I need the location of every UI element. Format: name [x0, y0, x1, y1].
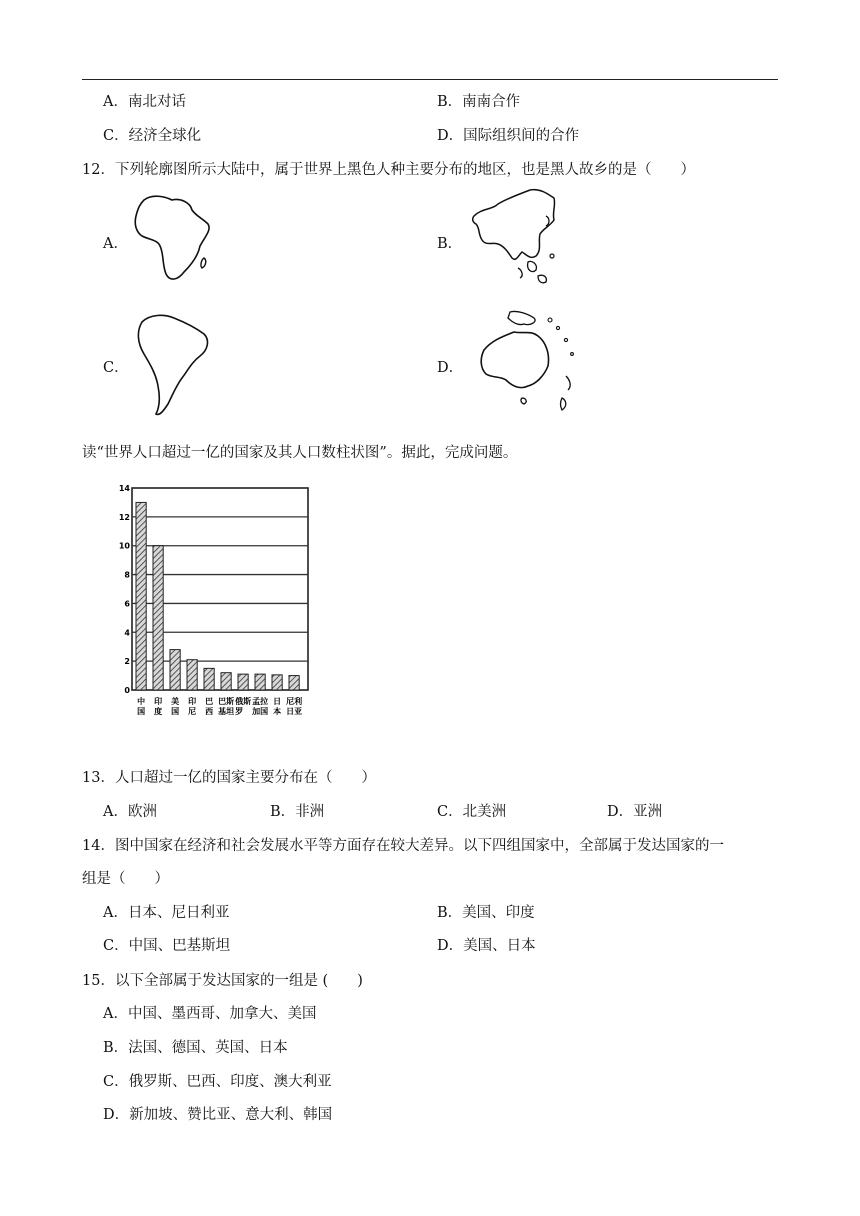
- q14-option-a[interactable]: A．日本、尼日利亚: [103, 905, 230, 921]
- x-category-label: 俄罗斯: [235, 697, 252, 716]
- header-rule: [82, 79, 778, 80]
- x-category-label: 孟加拉国: [252, 697, 269, 716]
- bar-7: [238, 674, 248, 690]
- q13-option-b[interactable]: B．非洲: [270, 804, 325, 820]
- y-tick-label: 0: [124, 686, 130, 695]
- q14-option-d[interactable]: D．美国、日本: [437, 938, 536, 954]
- q13-option-c[interactable]: C．北美洲: [437, 804, 507, 820]
- q13-option-d[interactable]: D．亚洲: [607, 804, 663, 820]
- q14-stem-line2: 组是（ ）: [82, 871, 169, 887]
- q11-option-b[interactable]: B．南南合作: [437, 94, 521, 110]
- q12-option-a[interactable]: A．: [103, 236, 128, 252]
- y-tick-label: 8: [124, 570, 130, 580]
- population-bar-chart: [118, 480, 326, 746]
- q11-option-d[interactable]: D．国际组织间的合作: [437, 128, 580, 144]
- south-america-outline-map: [130, 310, 214, 420]
- y-tick-label: 14: [118, 484, 130, 493]
- bar-3: [170, 650, 180, 690]
- q15-option-a[interactable]: A．中国、墨西哥、加拿大、美国: [103, 1006, 317, 1022]
- q13-option-a[interactable]: A．欧洲: [103, 804, 157, 820]
- bar-2: [153, 546, 163, 690]
- africa-outline-map: [130, 190, 220, 286]
- reading-instruction: 读“世界人口超过一亿的国家及其人口数柱状图”。据此，完成问题。: [82, 445, 518, 461]
- x-category-label: 中国: [137, 697, 146, 716]
- y-tick-label: 10: [118, 541, 130, 551]
- q12-option-c[interactable]: C．: [103, 360, 129, 376]
- q12-stem: 12．下列轮廓图所示大陆中，属于世界上黑色人种主要分布的地区，也是黑人故乡的是（ ）: [82, 162, 695, 178]
- bar-1: [136, 502, 146, 690]
- q15-option-b[interactable]: B．法国、德国、英国、日本: [103, 1040, 288, 1056]
- q15-option-c[interactable]: C．俄罗斯、巴西、印度、澳大利亚: [103, 1074, 332, 1090]
- bar-5: [204, 668, 214, 690]
- q14-option-c[interactable]: C．中国、巴基斯坦: [103, 938, 231, 954]
- y-tick-label: 2: [124, 657, 130, 667]
- x-category-label: 尼日利亚: [286, 697, 303, 716]
- oceania-outline-map: [474, 306, 586, 418]
- y-tick-label: 4: [124, 628, 130, 638]
- q14-stem-line1: 14．图中国家在经济和社会发展水平等方面存在较大差异。以下四组国家中，全部属于发达国家的一: [82, 838, 724, 854]
- x-category-label: 印尼: [188, 697, 197, 716]
- bar-9: [272, 675, 282, 690]
- y-tick-label: 12: [118, 512, 130, 522]
- bar-10: [289, 676, 299, 690]
- x-category-label: 美国: [171, 697, 180, 716]
- q15-stem: 15．以下全部属于发达国家的一组是 ( ): [82, 973, 363, 989]
- y-tick-label: 6: [124, 599, 130, 609]
- q12-option-d[interactable]: D．: [437, 360, 464, 376]
- q13-stem: 13．人口超过一亿的国家主要分布在（ ）: [82, 770, 376, 786]
- q12-option-b[interactable]: B．: [437, 236, 463, 252]
- q11-option-c[interactable]: C．经济全球化: [103, 128, 202, 144]
- q15-option-d[interactable]: D．新加坡、赞比亚、意大利、韩国: [103, 1107, 333, 1123]
- x-category-label: 日本: [273, 697, 282, 716]
- bar-8: [255, 674, 265, 690]
- asia-outline-map: [468, 186, 560, 290]
- x-category-label: 巴基斯坦: [218, 697, 235, 716]
- q11-option-a[interactable]: A．南北对话: [103, 94, 186, 110]
- bar-4: [187, 660, 197, 690]
- x-category-label: 印度: [154, 697, 163, 716]
- q14-option-b[interactable]: B．美国、印度: [437, 905, 535, 921]
- bar-6: [221, 673, 231, 690]
- x-category-label: 巴西: [205, 697, 214, 716]
